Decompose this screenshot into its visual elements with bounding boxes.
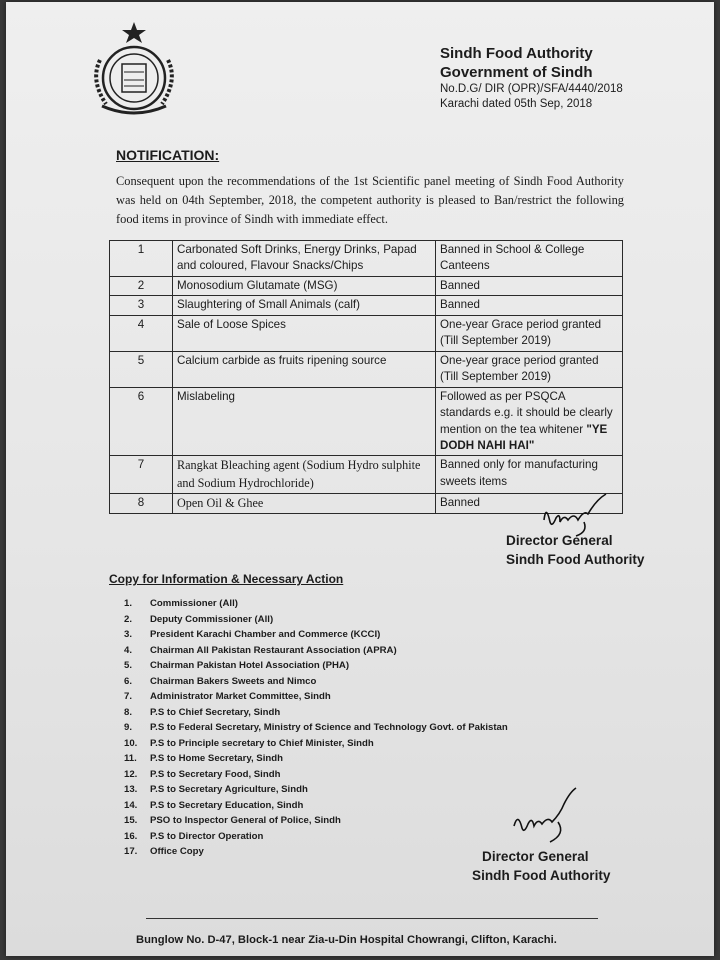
list-text: P.S to Federal Secretary, Ministry of Science and Technology Govt. of Pakistan (150, 722, 508, 733)
signatory-title: Director General (506, 533, 613, 548)
item-status (436, 387, 623, 456)
item-status: One-year Grace period granted (Till September 2019) (436, 315, 623, 351)
list-item (124, 767, 508, 783)
list-text: Office Copy (150, 846, 204, 857)
list-text: P.S to Secretary Education, Sindh (150, 799, 304, 811)
item-number: 2 (110, 276, 173, 295)
table-row (110, 241, 623, 277)
table-row (110, 387, 623, 456)
item-status-text: Followed as per PSQCA standards e.g. it should be clearly mention on the tea whitener (440, 389, 613, 436)
notification-title: NOTIFICATION: (116, 147, 220, 163)
copy-heading: Copy for Information & Necessary Action (109, 572, 344, 586)
item-number: 1 (110, 241, 173, 277)
list-number: 17. (124, 846, 138, 857)
list-text: Deputy Commissioner (All) (150, 613, 274, 625)
list-number: 1. (124, 598, 133, 609)
list-item (124, 829, 508, 845)
item-status: Banned (436, 494, 623, 514)
org-name: Sindh Food Authority (440, 45, 593, 62)
item-number: 3 (110, 296, 173, 315)
list-item (124, 751, 508, 767)
item-status: One-year grace period granted (Till September 2019) (436, 351, 623, 387)
list-item (124, 596, 508, 612)
list-item (124, 674, 508, 690)
list-number: 10. (124, 737, 138, 749)
list-item (124, 643, 508, 659)
item-name: Open Oil & Ghee (173, 494, 436, 514)
footer-address: Bunglow No. D-47, Block-1 near Zia-u-Din Hospital Chowrangi, Clifton, Karachi. (136, 934, 557, 946)
item-name: Sale of Loose Spices (173, 315, 436, 351)
item-number: 7 (110, 456, 173, 494)
table-row (110, 276, 623, 295)
list-item (124, 736, 508, 752)
footer-divider (146, 918, 598, 919)
list-number: 5. (124, 660, 133, 671)
list-number: 2. (124, 613, 133, 625)
list-text: Chairman Pakistan Hotel Association (PHA) (150, 660, 350, 671)
item-number: 4 (110, 315, 173, 351)
table-row (110, 456, 623, 494)
list-text: P.S to Principle secretary to Chief Minister, Sindh (150, 737, 374, 749)
table-row (110, 351, 623, 387)
list-item (124, 844, 508, 860)
item-name: Calcium carbide as fruits ripening source (173, 351, 436, 387)
ban-items-table (109, 240, 623, 514)
list-item (124, 798, 508, 814)
signature-block-bottom (472, 848, 610, 886)
list-number: 4. (124, 644, 133, 656)
list-number: 9. (124, 722, 133, 733)
item-name: Mislabeling (173, 387, 436, 456)
item-number: 8 (110, 494, 173, 514)
letterhead (440, 44, 623, 112)
list-item (124, 689, 508, 705)
signatory-org: Sindh Food Authority (506, 551, 645, 567)
item-status: Banned in School & College Canteens (436, 241, 623, 277)
handwritten-signature (504, 786, 586, 848)
list-number: 12. (124, 768, 138, 780)
list-number: 3. (124, 629, 133, 640)
list-item (124, 627, 508, 643)
item-name: Carbonated Soft Drinks, Energy Drinks, Papad and coloured, Flavour Snacks/Chips (173, 241, 436, 277)
item-name: Monosodium Glutamate (MSG) (173, 276, 436, 295)
list-number: 6. (124, 675, 133, 687)
list-number: 7. (124, 691, 133, 702)
list-item (124, 658, 508, 674)
item-status: Banned only for manufacturing sweets items (436, 456, 623, 494)
list-number: 8. (124, 706, 133, 718)
list-text: P.S to Secretary Agriculture, Sindh (150, 784, 308, 795)
item-status: Banned (436, 296, 623, 315)
list-text: P.S to Director Operation (150, 830, 264, 842)
item-status: Banned (436, 276, 623, 295)
item-status-highlight: "YE DODH NAHI HAI" (440, 422, 608, 452)
list-item (124, 720, 508, 736)
sindh-government-seal-logo (80, 20, 188, 120)
list-number: 16. (124, 830, 138, 842)
item-number: 5 (110, 351, 173, 387)
reference-number: No.D.G/ DIR (OPR)/SFA/4440/2018 (440, 83, 623, 96)
list-number: 15. (124, 815, 138, 826)
list-item (124, 612, 508, 628)
item-name: Rangkat Bleaching agent (Sodium Hydro sulphite and Sodium Hydrochloride) (173, 456, 436, 494)
list-text: President Karachi Chamber and Commerce (KCCI) (150, 629, 381, 640)
gov-name: Government of Sindh (440, 64, 593, 82)
list-text: P.S to Secretary Food, Sindh (150, 768, 281, 780)
list-text: Chairman All Pakistan Restaurant Association (APRA) (150, 644, 397, 656)
table-row (110, 296, 623, 315)
list-text: P.S to Home Secretary, Sindh (150, 753, 283, 764)
list-text: P.S to Chief Secretary, Sindh (150, 706, 281, 718)
signatory-title: Director General (482, 849, 589, 864)
copy-list (124, 596, 508, 860)
letter-date: Karachi dated 05th Sep, 2018 (440, 98, 593, 111)
document-page (6, 2, 714, 956)
item-name: Slaughtering of Small Animals (calf) (173, 296, 436, 315)
list-item (124, 813, 508, 829)
list-text: Commissioner (All) (150, 598, 238, 609)
item-number: 6 (110, 387, 173, 456)
list-text: Administrator Market Committee, Sindh (150, 691, 331, 702)
signatory-org: Sindh Food Authority (472, 867, 611, 883)
list-item (124, 782, 508, 798)
table-row (110, 315, 623, 351)
list-number: 14. (124, 799, 138, 811)
list-item (124, 705, 508, 721)
list-text: Chairman Bakers Sweets and Nimco (150, 675, 317, 687)
list-number: 13. (124, 784, 138, 795)
notification-paragraph: Consequent upon the recommendations of the 1st Scientific panel meeting of Sindh Food Authority was held on 04th September, 2018, the competent authority is pleased to Ban/restrict the following food items in province of Sindh with immediate effect. (116, 174, 624, 226)
list-text: PSO to Inspector General of Police, Sindh (150, 815, 341, 826)
list-number: 11. (124, 753, 137, 764)
signature-block-top (506, 532, 644, 570)
